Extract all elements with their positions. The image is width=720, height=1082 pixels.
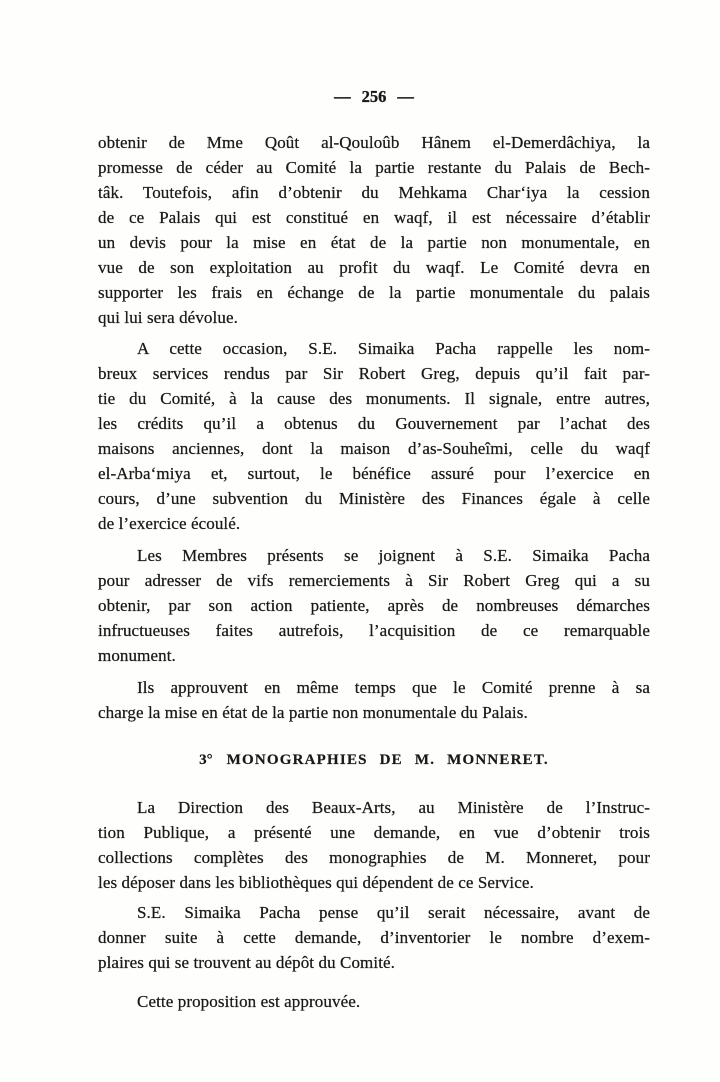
- text-line: promesse de céder au Comité la partie restante du Palais de Bech-: [98, 158, 650, 177]
- text-line: infructueuses faites autrefois, l’acquisition de ce remarquable: [98, 621, 650, 640]
- text-line: de ce Palais qui est constitué en waqf, il est nécessaire d’établir: [98, 208, 650, 227]
- text-line: el-Arba‘miya et, surtout, le bénéfice assuré pour l’exercice en: [98, 464, 650, 483]
- text-line: Ils approuvent en même temps que le Comité prenne à sa: [137, 678, 650, 697]
- text-line: les crédits qu’il a obtenus du Gouvernement par l’achat des: [98, 414, 650, 433]
- header-dash-left: —: [334, 87, 351, 106]
- text-line: obtenir de Mme Qoût al-Qouloûb Hânem el-Demerdâchiya, la: [98, 133, 650, 152]
- text-line: charge la mise en état de la partie non monumentale du Palais.: [98, 703, 528, 722]
- header-dash-right: —: [397, 87, 414, 106]
- text-line: un devis pour la mise en état de la partie non monumentale, en: [98, 233, 650, 252]
- section-title: MONOGRAPHIES DE M. MONNERET.: [226, 752, 549, 768]
- text-line: plaires qui se trouvent au dépôt du Comité.: [98, 953, 396, 972]
- paragraph: [98, 675, 650, 725]
- paragraph: [98, 543, 650, 668]
- text-line: pour adresser de vifs remerciements à Sir Robert Greg qui a su: [98, 571, 650, 590]
- text-line: collections complètes des monographies de M. Monneret, pour: [98, 848, 650, 867]
- paragraph: [98, 900, 650, 975]
- text-line: cours, d’une subvention du Ministère des Finances égale à celle: [98, 489, 650, 508]
- paragraph: [98, 795, 650, 895]
- text-line: Les Membres présents se joignent à S.E. Simaika Pacha: [137, 546, 650, 565]
- text-line: supporter les frais en échange de la partie monumentale du palais: [98, 283, 650, 302]
- text-line: maisons anciennes, dont la maison d’as-Souheîmi, celle du waqf: [98, 439, 650, 458]
- text-line: donner suite à cette demande, d’inventorier le nombre d’exem-: [98, 928, 650, 947]
- text-line: tâk. Toutefois, afin d’obtenir du Mehkama Char‘iya la cession: [98, 183, 650, 202]
- page-number: 256: [361, 87, 387, 106]
- paragraph: [98, 130, 650, 330]
- text-line: La Direction des Beaux-Arts, au Ministère de l’Instruc-: [137, 798, 650, 817]
- page-header: [98, 87, 650, 107]
- paragraph: [98, 989, 650, 1014]
- text-line: qui lui sera dévolue.: [98, 308, 238, 327]
- text-line: S.E. Simaika Pacha pense qu’il serait nécessaire, avant de: [137, 903, 650, 922]
- text-line: tie du Comité, à la cause des monuments. Il signale, entre autres,: [98, 389, 650, 408]
- text-line: vue de son exploitation au profit du waqf. Le Comité devra en: [98, 258, 650, 277]
- text-line: monument.: [98, 646, 176, 665]
- section-heading: [98, 748, 650, 773]
- text-line: A cette occasion, S.E. Simaika Pacha rappelle les nom-: [137, 339, 650, 358]
- text-line: Cette proposition est approuvée.: [137, 992, 361, 1011]
- text-line: de l’exercice écoulé.: [98, 514, 241, 533]
- text-line: tion Publique, a présenté une demande, en vue d’obtenir trois: [98, 823, 650, 842]
- section-number: 3°: [199, 752, 213, 768]
- paragraph: [98, 336, 650, 536]
- text-line: obtenir, par son action patiente, après de nombreuses démarches: [98, 596, 650, 615]
- page-body: [98, 130, 650, 1014]
- text-line: breux services rendus par Sir Robert Greg, depuis qu’il fait par-: [98, 364, 650, 383]
- text-line: les déposer dans les bibliothèques qui dépendent de ce Service.: [98, 873, 534, 892]
